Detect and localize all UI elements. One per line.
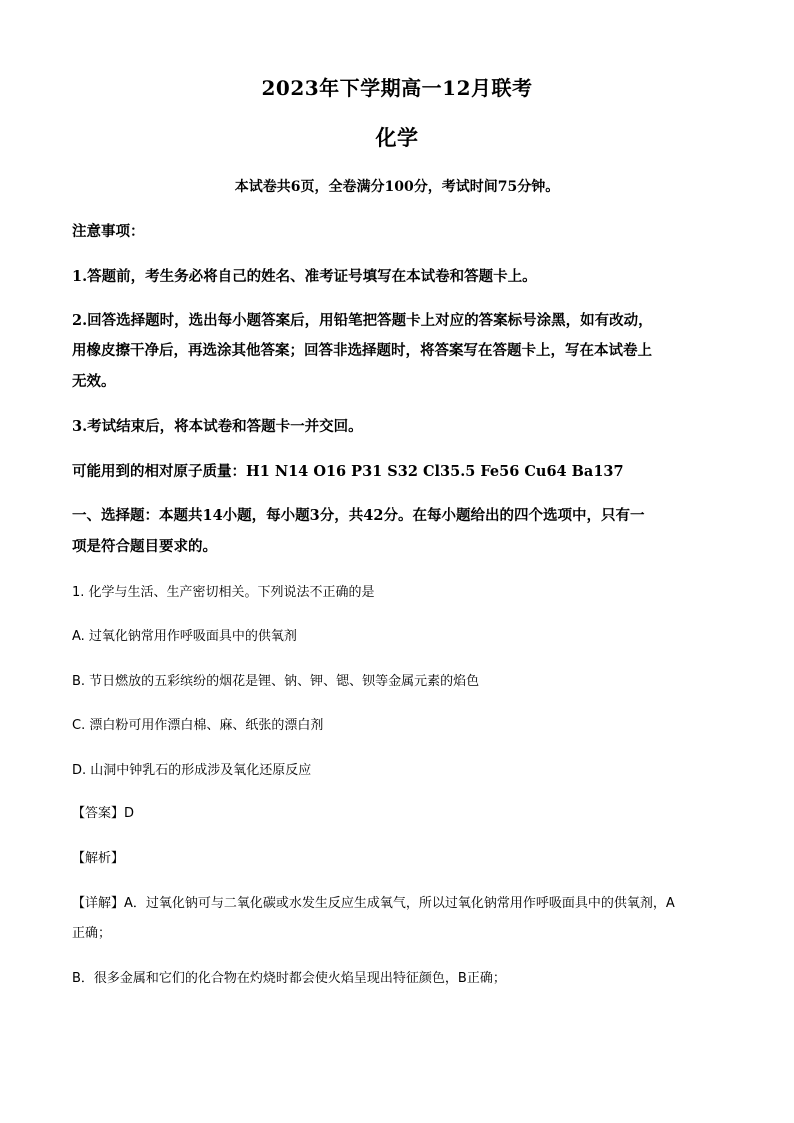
detail-line-1: 【详解】A．过氧化钠可与二氧化碳或水发生反应生成氧气，所以过氧化钠常用作呼吸面具中的供氧剂，A: [72, 896, 675, 911]
note-item-2-line2: 用橡皮擦干净后，再选涂其他答案；回答非选择题时，将答案写在答题卡上，写在本试卷上: [72, 342, 652, 359]
analysis-label: 【解析】: [72, 851, 125, 866]
section1-heading-line2: 项是符合题目要求的。: [72, 538, 217, 555]
question1-option-c: C. 漂白粉可用作漂白棉、麻、纸张的漂白剂: [72, 718, 324, 733]
note-item-2-line1: 2.回答选择题时，选出每小题答案后，用铅笔把答题卡上对应的答案标号涂黑，如有改动，: [72, 312, 653, 329]
exam-info: 本试卷共6页，全卷满分100分，考试时间75分钟。: [234, 179, 560, 195]
detail-line-2: 正确；: [72, 926, 112, 941]
note-item-2-line3: 无效。: [72, 373, 116, 390]
note-item-1: 1.答题前，考生务必将自己的姓名、准考证号填写在本试卷和答题卡上。: [72, 268, 537, 285]
subject-title: 化学: [375, 125, 419, 150]
section1-heading-line1: 一、选择题：本题共14小题，每小题3分，共42分。在每小题给出的四个选项中，只有一: [72, 507, 645, 524]
question1-option-a: A. 过氧化钠常用作呼吸面具中的供氧剂: [72, 629, 297, 644]
exam-title: 2023年下学期高一12月联考: [261, 76, 533, 100]
notes-heading: 注意事项：: [72, 223, 145, 240]
question1-option-b: B. 节日燃放的五彩缤纷的烟花是锂、钠、钾、锶、钡等金属元素的焰色: [72, 674, 480, 689]
atomic-mass-line: 可能用到的相对原子质量：H1 N14 O16 P31 S32 Cl35.5 Fe56 Cu64 Ba137: [72, 463, 624, 480]
question1-option-d: D. 山洞中钟乳石的形成涉及氧化还原反应: [72, 763, 312, 778]
answer-label: 【答案】: [72, 806, 125, 821]
answer-line: [72, 798, 727, 830]
answer-value: D: [124, 806, 135, 821]
detail-line-3: B．很多金属和它们的化合物在灼烧时都会使火焰呈现出特征颜色，B正确；: [72, 971, 506, 986]
note-item-3: 3.考试结束后，将本试卷和答题卡一并交回。: [72, 418, 363, 435]
question1-stem: 1. 化学与生活、生产密切相关。下列说法不正确的是: [72, 585, 375, 600]
